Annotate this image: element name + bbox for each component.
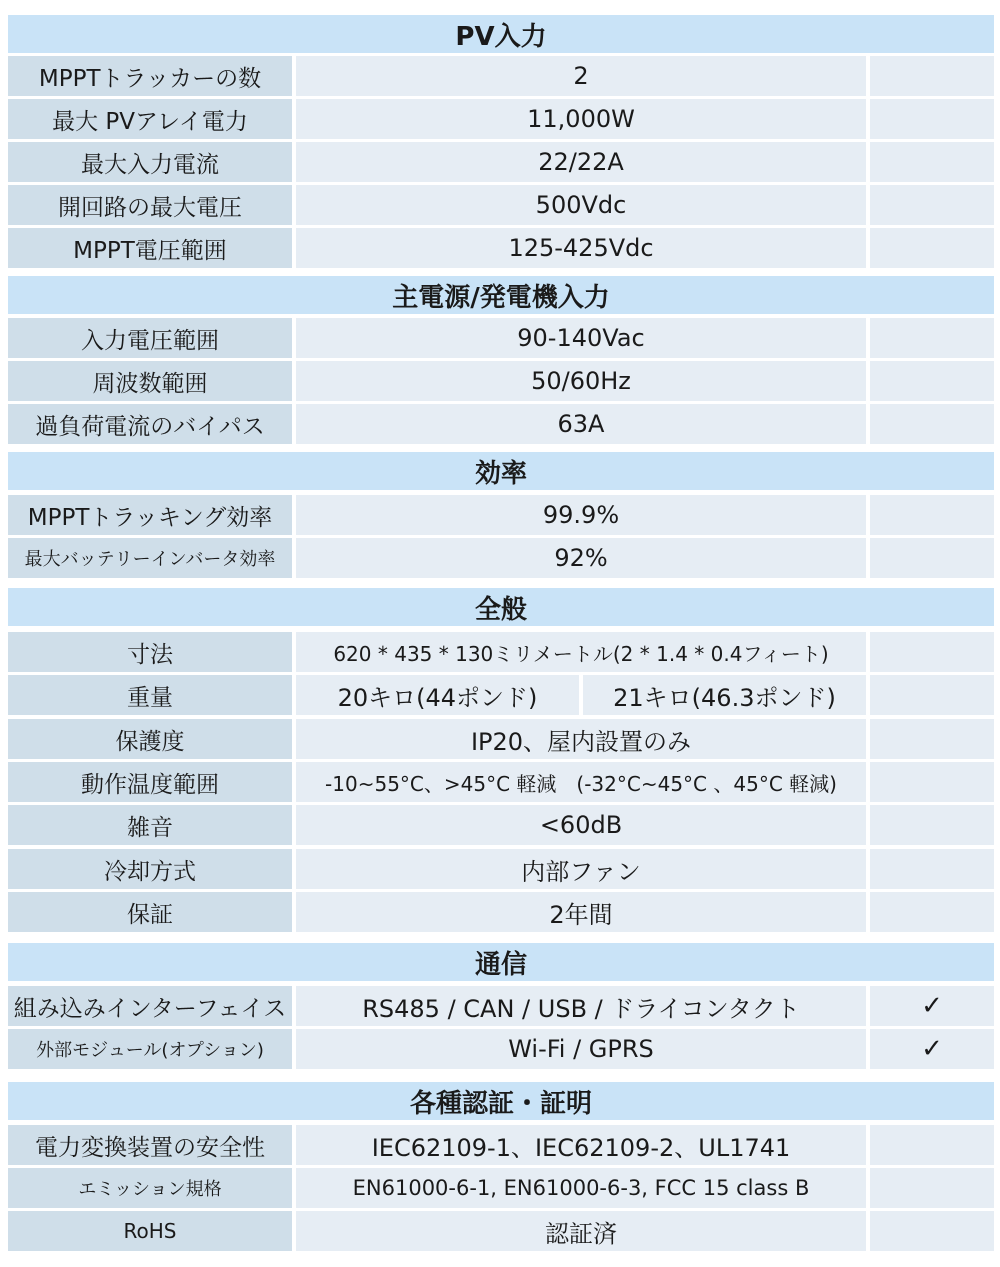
check-mark-icon: ✓	[870, 986, 994, 1026]
table-row	[8, 849, 994, 889]
row-check	[870, 1125, 994, 1165]
row-check	[870, 762, 994, 802]
row-label: 電力変換装置の安全性	[8, 1125, 292, 1165]
table-row	[8, 185, 994, 225]
check-mark-icon: ✓	[870, 1029, 994, 1069]
row-value: 99.9%	[296, 495, 866, 535]
row-check	[870, 632, 994, 672]
row-value: 90-140Vac	[296, 318, 866, 358]
row-label: 寸法	[8, 632, 292, 672]
row-label: RoHS	[8, 1211, 292, 1251]
table-row	[8, 99, 994, 139]
table-row	[8, 318, 994, 358]
table-row	[8, 361, 994, 401]
row-value: 認証済	[296, 1211, 866, 1251]
row-label: 雑音	[8, 805, 292, 845]
section-header-communication: 通信	[8, 943, 994, 981]
row-value: 22/22A	[296, 142, 866, 182]
row-value: 2年間	[296, 892, 866, 932]
section-header-grid-input: 主電源/発電機入力	[8, 276, 994, 314]
row-check	[870, 719, 994, 759]
row-label: 最大バッテリーインバータ効率	[8, 538, 292, 578]
table-row	[8, 495, 994, 535]
row-value: 内部ファン	[296, 849, 866, 889]
table-row	[8, 892, 994, 932]
table-row	[8, 1029, 994, 1069]
row-value: IP20、屋内設置のみ	[296, 719, 866, 759]
row-value: 92%	[296, 538, 866, 578]
section-header-pv-input: PV入力	[8, 15, 994, 53]
row-value: 620 * 435 * 130ミリメートル(2 * 1.4 * 0.4フィート)	[296, 632, 866, 672]
row-value: 50/60Hz	[296, 361, 866, 401]
row-check	[870, 675, 994, 715]
row-check	[870, 892, 994, 932]
row-check	[870, 185, 994, 225]
row-value: 20キロ(44ポンド)	[296, 675, 579, 715]
section-header-general: 全般	[8, 588, 994, 626]
row-label: 保護度	[8, 719, 292, 759]
row-check	[870, 1211, 994, 1251]
row-value: 500Vdc	[296, 185, 866, 225]
row-check	[870, 805, 994, 845]
row-label: エミッション規格	[8, 1168, 292, 1208]
table-row	[8, 632, 994, 672]
row-value: 2	[296, 56, 866, 96]
row-label: 過負荷電流のバイパス	[8, 404, 292, 444]
row-label: 最大入力電流	[8, 142, 292, 182]
section-header-efficiency: 効率	[8, 452, 994, 490]
row-value: IEC62109-1、IEC62109-2、UL1741	[296, 1125, 866, 1165]
row-label: 最大 PVアレイ電力	[8, 99, 292, 139]
table-row	[8, 762, 994, 802]
row-value: <60dB	[296, 805, 866, 845]
row-check	[870, 56, 994, 96]
table-row	[8, 404, 994, 444]
row-check	[870, 495, 994, 535]
row-check	[870, 228, 994, 268]
row-label: 開回路の最大電圧	[8, 185, 292, 225]
row-check	[870, 142, 994, 182]
table-row	[8, 719, 994, 759]
row-label: 組み込みインターフェイス	[8, 986, 292, 1026]
table-row	[8, 538, 994, 578]
row-check	[870, 318, 994, 358]
table-row	[8, 228, 994, 268]
table-row	[8, 986, 994, 1026]
row-check	[870, 404, 994, 444]
row-check	[870, 99, 994, 139]
row-label: MPPT電圧範囲	[8, 228, 292, 268]
row-label: 冷却方式	[8, 849, 292, 889]
table-row	[8, 142, 994, 182]
table-row	[8, 1168, 994, 1208]
table-row	[8, 675, 994, 715]
row-label: MPPTトラッカーの数	[8, 56, 292, 96]
row-label: 保証	[8, 892, 292, 932]
row-value: 11,000W	[296, 99, 866, 139]
row-label: 動作温度範囲	[8, 762, 292, 802]
row-label: 入力電圧範囲	[8, 318, 292, 358]
row-check	[870, 361, 994, 401]
row-label: MPPTトラッキング効率	[8, 495, 292, 535]
row-value: EN61000-6-1, EN61000-6-3, FCC 15 class B	[296, 1168, 866, 1208]
table-row	[8, 1125, 994, 1165]
row-value-2: 21キロ(46.3ポンド)	[583, 675, 866, 715]
table-row	[8, 1211, 994, 1251]
row-value: Wi-Fi / GPRS	[296, 1029, 866, 1069]
table-row	[8, 56, 994, 96]
table-row	[8, 805, 994, 845]
row-check	[870, 538, 994, 578]
section-header-certifications: 各種認証・証明	[8, 1082, 994, 1120]
row-label: 外部モジュール(オプション)	[8, 1029, 292, 1069]
row-value: -10~55°C、>45°C 軽減 (-32°C~45°C 、45°C 軽減)	[296, 762, 866, 802]
row-check	[870, 1168, 994, 1208]
row-value: 63A	[296, 404, 866, 444]
row-label: 重量	[8, 675, 292, 715]
row-value: RS485 / CAN / USB / ドライコンタクト	[296, 986, 866, 1026]
row-label: 周波数範囲	[8, 361, 292, 401]
row-value: 125-425Vdc	[296, 228, 866, 268]
row-check	[870, 849, 994, 889]
